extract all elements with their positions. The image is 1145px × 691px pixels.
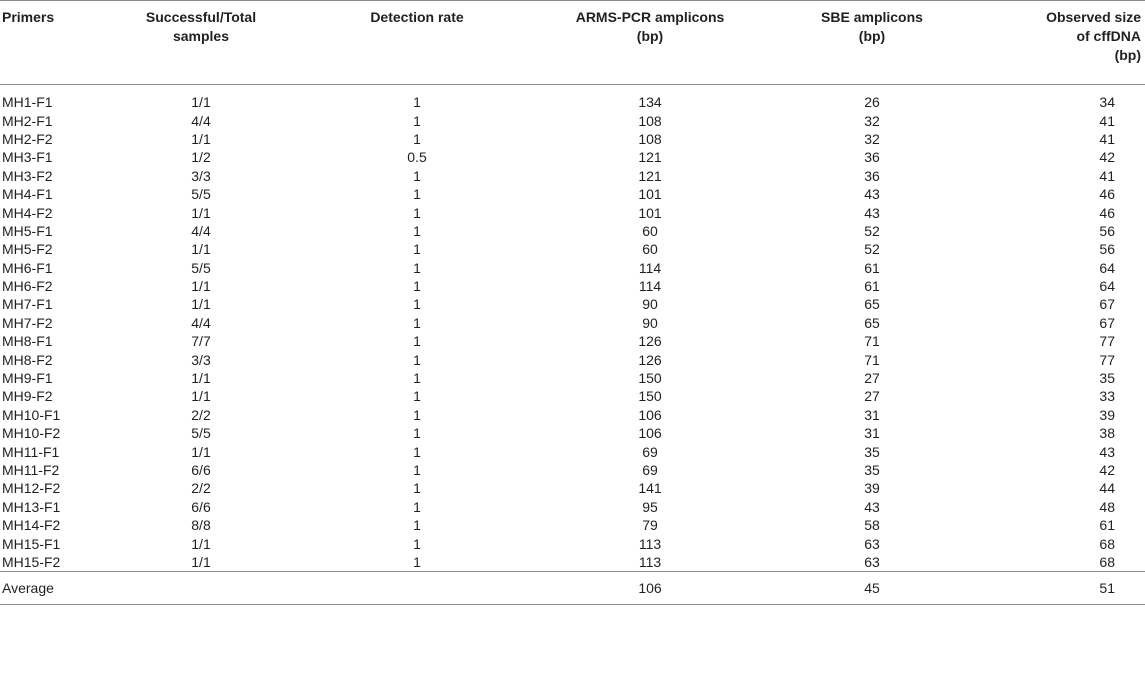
column-header: [540, 1, 760, 85]
table-cell: 1/1: [191, 130, 211, 147]
table-cell: MH6-F2: [2, 278, 53, 295]
table-cell: 43: [1099, 443, 1115, 460]
table-cell: MH7-F1: [2, 296, 53, 313]
table-row: [0, 369, 1145, 387]
table-cell: 52: [864, 241, 880, 258]
table-row: [0, 553, 1145, 572]
table-cell: 65: [864, 296, 880, 313]
table-cell: MH5-F1: [2, 222, 53, 239]
table-cell: MH2-F2: [2, 130, 53, 147]
table-cell: MH1-F1: [2, 94, 53, 111]
table-cell: 90: [642, 296, 658, 313]
table-cell: 1: [413, 222, 421, 239]
table-cell: 1: [413, 167, 421, 184]
column-header-line: (bp): [1114, 47, 1141, 63]
table-cell: 32: [864, 112, 880, 129]
table-cell: 1: [413, 130, 421, 147]
table-cell: 77: [1099, 333, 1115, 350]
table-cell: 1: [413, 314, 421, 331]
table-cell: 43: [864, 204, 880, 221]
table-cell: 3/3: [191, 351, 211, 368]
table-cell: 113: [638, 535, 662, 552]
column-header: [0, 1, 108, 85]
table-cell: 27: [864, 370, 880, 387]
table-cell: 1: [413, 498, 421, 515]
table-cell: 1: [413, 333, 421, 350]
table-cell: 1: [413, 425, 421, 442]
table-cell: 1/1: [191, 241, 211, 258]
table-row: [0, 277, 1145, 295]
table-cell: 1: [413, 186, 421, 203]
average-row: [0, 572, 1145, 605]
table-cell: 1: [413, 296, 421, 313]
column-header-line: Successful/Total: [145, 9, 257, 25]
table-cell: 4/4: [191, 112, 211, 129]
table-cell: 67: [1099, 314, 1115, 331]
table-cell: 34: [1099, 94, 1115, 111]
table-cell: 1/1: [191, 370, 211, 387]
table-cell: 4/4: [191, 314, 211, 331]
table-cell: 108: [638, 112, 662, 129]
table-row: [0, 314, 1145, 332]
column-header-line: Observed size: [1046, 9, 1141, 25]
table-row: [0, 350, 1145, 368]
table-cell: 5/5: [191, 186, 211, 203]
column-header-line: (bp): [858, 28, 886, 44]
table-cell: MH12-F2: [2, 480, 61, 497]
table-cell: 1: [413, 241, 421, 258]
column-header-line: SBE amplicons: [821, 9, 923, 25]
table-cell: 7/7: [191, 333, 211, 350]
table-cell: 69: [642, 462, 658, 478]
table-cell: MH14-F2: [2, 517, 61, 534]
column-header-line: (bp): [636, 28, 664, 44]
table-row: [0, 295, 1145, 313]
table-cell: 31: [864, 425, 880, 442]
table-cell: 35: [864, 462, 880, 478]
table-cell: 5/5: [191, 259, 211, 276]
table-cell: 42: [1099, 149, 1115, 166]
table-cell: 1: [413, 259, 421, 276]
table-row: [0, 111, 1145, 129]
table-cell: 56: [1099, 241, 1115, 258]
table-cell: 95: [642, 498, 658, 515]
table-row: [0, 516, 1145, 534]
table-cell: MH5-F2: [2, 241, 53, 258]
table-cell: [294, 572, 540, 605]
table-cell: MH6-F1: [2, 259, 53, 276]
table-cell: MH4-F2: [2, 204, 53, 221]
table-row: [0, 259, 1145, 277]
table-row: [0, 185, 1145, 203]
table-cell: 126: [638, 351, 662, 368]
table-cell: MH7-F2: [2, 314, 53, 331]
table-cell: 1: [413, 370, 421, 387]
table-cell: 101: [638, 186, 662, 203]
table-cell: 1: [413, 535, 421, 552]
table-cell: MH9-F1: [2, 370, 53, 387]
table-cell: 1/1: [191, 388, 211, 405]
table-cell: MH11-F2: [2, 462, 60, 478]
table-cell: MH10-F2: [2, 425, 61, 442]
table-cell: 68: [1099, 553, 1115, 570]
table-cell: MH15-F1: [2, 535, 61, 552]
table-row: [0, 85, 1145, 112]
table-cell: 31: [864, 406, 880, 423]
table-cell: 64: [1099, 259, 1115, 276]
table-cell: 6/6: [191, 462, 211, 478]
table-cell: 33: [1099, 388, 1115, 405]
table-cell: 126: [638, 333, 662, 350]
table-cell: MH3-F2: [2, 167, 53, 184]
table-cell: 1: [413, 462, 421, 478]
table-cell: 79: [642, 517, 658, 534]
table-cell: 106: [638, 580, 662, 597]
table-cell: MH15-F2: [2, 553, 61, 570]
table-row: [0, 332, 1145, 350]
table-cell: MH8-F2: [2, 351, 53, 368]
table-row: [0, 387, 1145, 405]
table-cell: 61: [1099, 517, 1115, 534]
table-cell: 67: [1099, 296, 1115, 313]
column-header: [984, 1, 1145, 85]
table-cell: 1/1: [191, 94, 211, 111]
table-row: [0, 240, 1145, 258]
table-cell: 1: [413, 388, 421, 405]
column-header: [294, 1, 540, 85]
table-cell: 4/4: [191, 222, 211, 239]
table-cell: 1/1: [191, 296, 211, 313]
table-row: [0, 406, 1145, 424]
table-cell: 63: [864, 535, 880, 552]
table-cell: 77: [1099, 351, 1115, 368]
table-row: [0, 479, 1145, 497]
table-header: [0, 1, 1145, 85]
table-cell: 106: [638, 406, 662, 423]
table-cell: 1: [413, 94, 421, 111]
table-cell: 113: [638, 553, 662, 570]
table-cell: 1: [413, 443, 421, 460]
table-cell: 60: [642, 222, 658, 239]
table-cell: 36: [864, 167, 880, 184]
table-cell: 51: [1099, 580, 1115, 597]
table-cell: 69: [642, 443, 658, 460]
table-cell: 106: [638, 425, 662, 442]
table-cell: MH9-F2: [2, 388, 53, 405]
table-cell: 1/2: [191, 149, 211, 166]
table-row: [0, 130, 1145, 148]
table-cell: 52: [864, 222, 880, 239]
table-cell: 1: [413, 480, 421, 497]
table-cell: 46: [1099, 204, 1115, 221]
table-cell: 61: [864, 278, 880, 295]
table-cell: 26: [864, 94, 880, 111]
column-header-line: Detection rate: [370, 9, 464, 25]
table-row: [0, 148, 1145, 166]
table-cell: 44: [1099, 480, 1115, 497]
table-cell: 45: [864, 580, 880, 597]
table-cell: 5/5: [191, 425, 211, 442]
table-cell: 1: [413, 204, 421, 221]
table-cell: 42: [1099, 462, 1115, 478]
table-cell: 35: [864, 443, 880, 460]
table-cell: 150: [638, 388, 662, 405]
column-header-line: ARMS-PCR amplicons: [575, 9, 725, 25]
table-cell: 71: [864, 351, 880, 368]
table-cell: 1/1: [191, 204, 211, 221]
table-cell: 68: [1099, 535, 1115, 552]
table-cell: 0.5: [407, 149, 427, 166]
column-header: [760, 1, 984, 85]
table-cell: 43: [864, 498, 880, 515]
table-row: [0, 222, 1145, 240]
table-cell: 2/2: [191, 480, 211, 497]
table-row: [0, 203, 1145, 221]
table-cell: 108: [638, 130, 662, 147]
column-header-line: of cffDNA: [1076, 28, 1141, 44]
table-cell: 35: [1099, 370, 1115, 387]
table-cell: 141: [638, 480, 662, 497]
table-cell: 39: [864, 480, 880, 497]
table-cell: 101: [638, 204, 662, 221]
table-cell: 48: [1099, 498, 1115, 515]
table-cell: 65: [864, 314, 880, 331]
table-row: [0, 424, 1145, 442]
table-cell: 38: [1099, 425, 1115, 442]
table-cell: 41: [1099, 130, 1115, 147]
table-cell: 121: [638, 167, 662, 184]
table-cell: MH4-F1: [2, 186, 53, 203]
table-cell: 71: [864, 333, 880, 350]
table-cell: 1: [413, 278, 421, 295]
table-cell: [108, 572, 294, 605]
table-cell: 114: [638, 259, 662, 276]
table-row: [0, 167, 1145, 185]
table-cell: 1/1: [191, 553, 211, 570]
table-cell: 27: [864, 388, 880, 405]
table-cell: 1/1: [191, 535, 211, 552]
table-cell: 56: [1099, 222, 1115, 239]
table-cell: MH2-F1: [2, 112, 53, 129]
table-cell: 90: [642, 314, 658, 331]
table-cell: 150: [638, 370, 662, 387]
table-body: [0, 85, 1145, 605]
column-header: [108, 1, 294, 85]
table-cell: 6/6: [191, 498, 211, 515]
table-cell: 61: [864, 259, 880, 276]
table-row: [0, 498, 1145, 516]
column-header-line: samples: [172, 28, 230, 44]
table-cell: 58: [864, 517, 880, 534]
column-header-line: Primers: [2, 9, 55, 25]
table-cell: 8/8: [191, 517, 211, 534]
table-row: [0, 461, 1145, 479]
table-cell: 1/1: [191, 278, 211, 295]
table-cell: 32: [864, 130, 880, 147]
table-cell: 3/3: [191, 167, 211, 184]
table-cell: 41: [1099, 167, 1115, 184]
table-cell: MH11-F1: [2, 443, 60, 460]
table-cell: MH8-F1: [2, 333, 53, 350]
table-row: [0, 442, 1145, 460]
table-row: [0, 534, 1145, 552]
table-cell: 1: [413, 351, 421, 368]
table-cell: 60: [642, 241, 658, 258]
table-cell: Average: [2, 580, 54, 597]
table-cell: 1: [413, 406, 421, 423]
table-cell: 41: [1099, 112, 1115, 129]
table-cell: 36: [864, 149, 880, 166]
table-cell: 1: [413, 112, 421, 129]
table-cell: 1: [413, 553, 421, 570]
table-cell: 43: [864, 186, 880, 203]
table-cell: 39: [1099, 406, 1115, 423]
table-cell: MH10-F1: [2, 406, 61, 423]
table-cell: MH3-F1: [2, 149, 53, 166]
table-cell: 64: [1099, 278, 1115, 295]
table-cell: 134: [638, 94, 662, 111]
table-cell: 2/2: [191, 406, 211, 423]
table-cell: 1/1: [191, 443, 211, 460]
table-cell: 1: [413, 517, 421, 534]
table-cell: MH13-F1: [2, 498, 61, 515]
table-cell: 121: [638, 149, 662, 166]
table-cell: 114: [638, 278, 662, 295]
table-cell: 63: [864, 553, 880, 570]
table-cell: 46: [1099, 186, 1115, 203]
